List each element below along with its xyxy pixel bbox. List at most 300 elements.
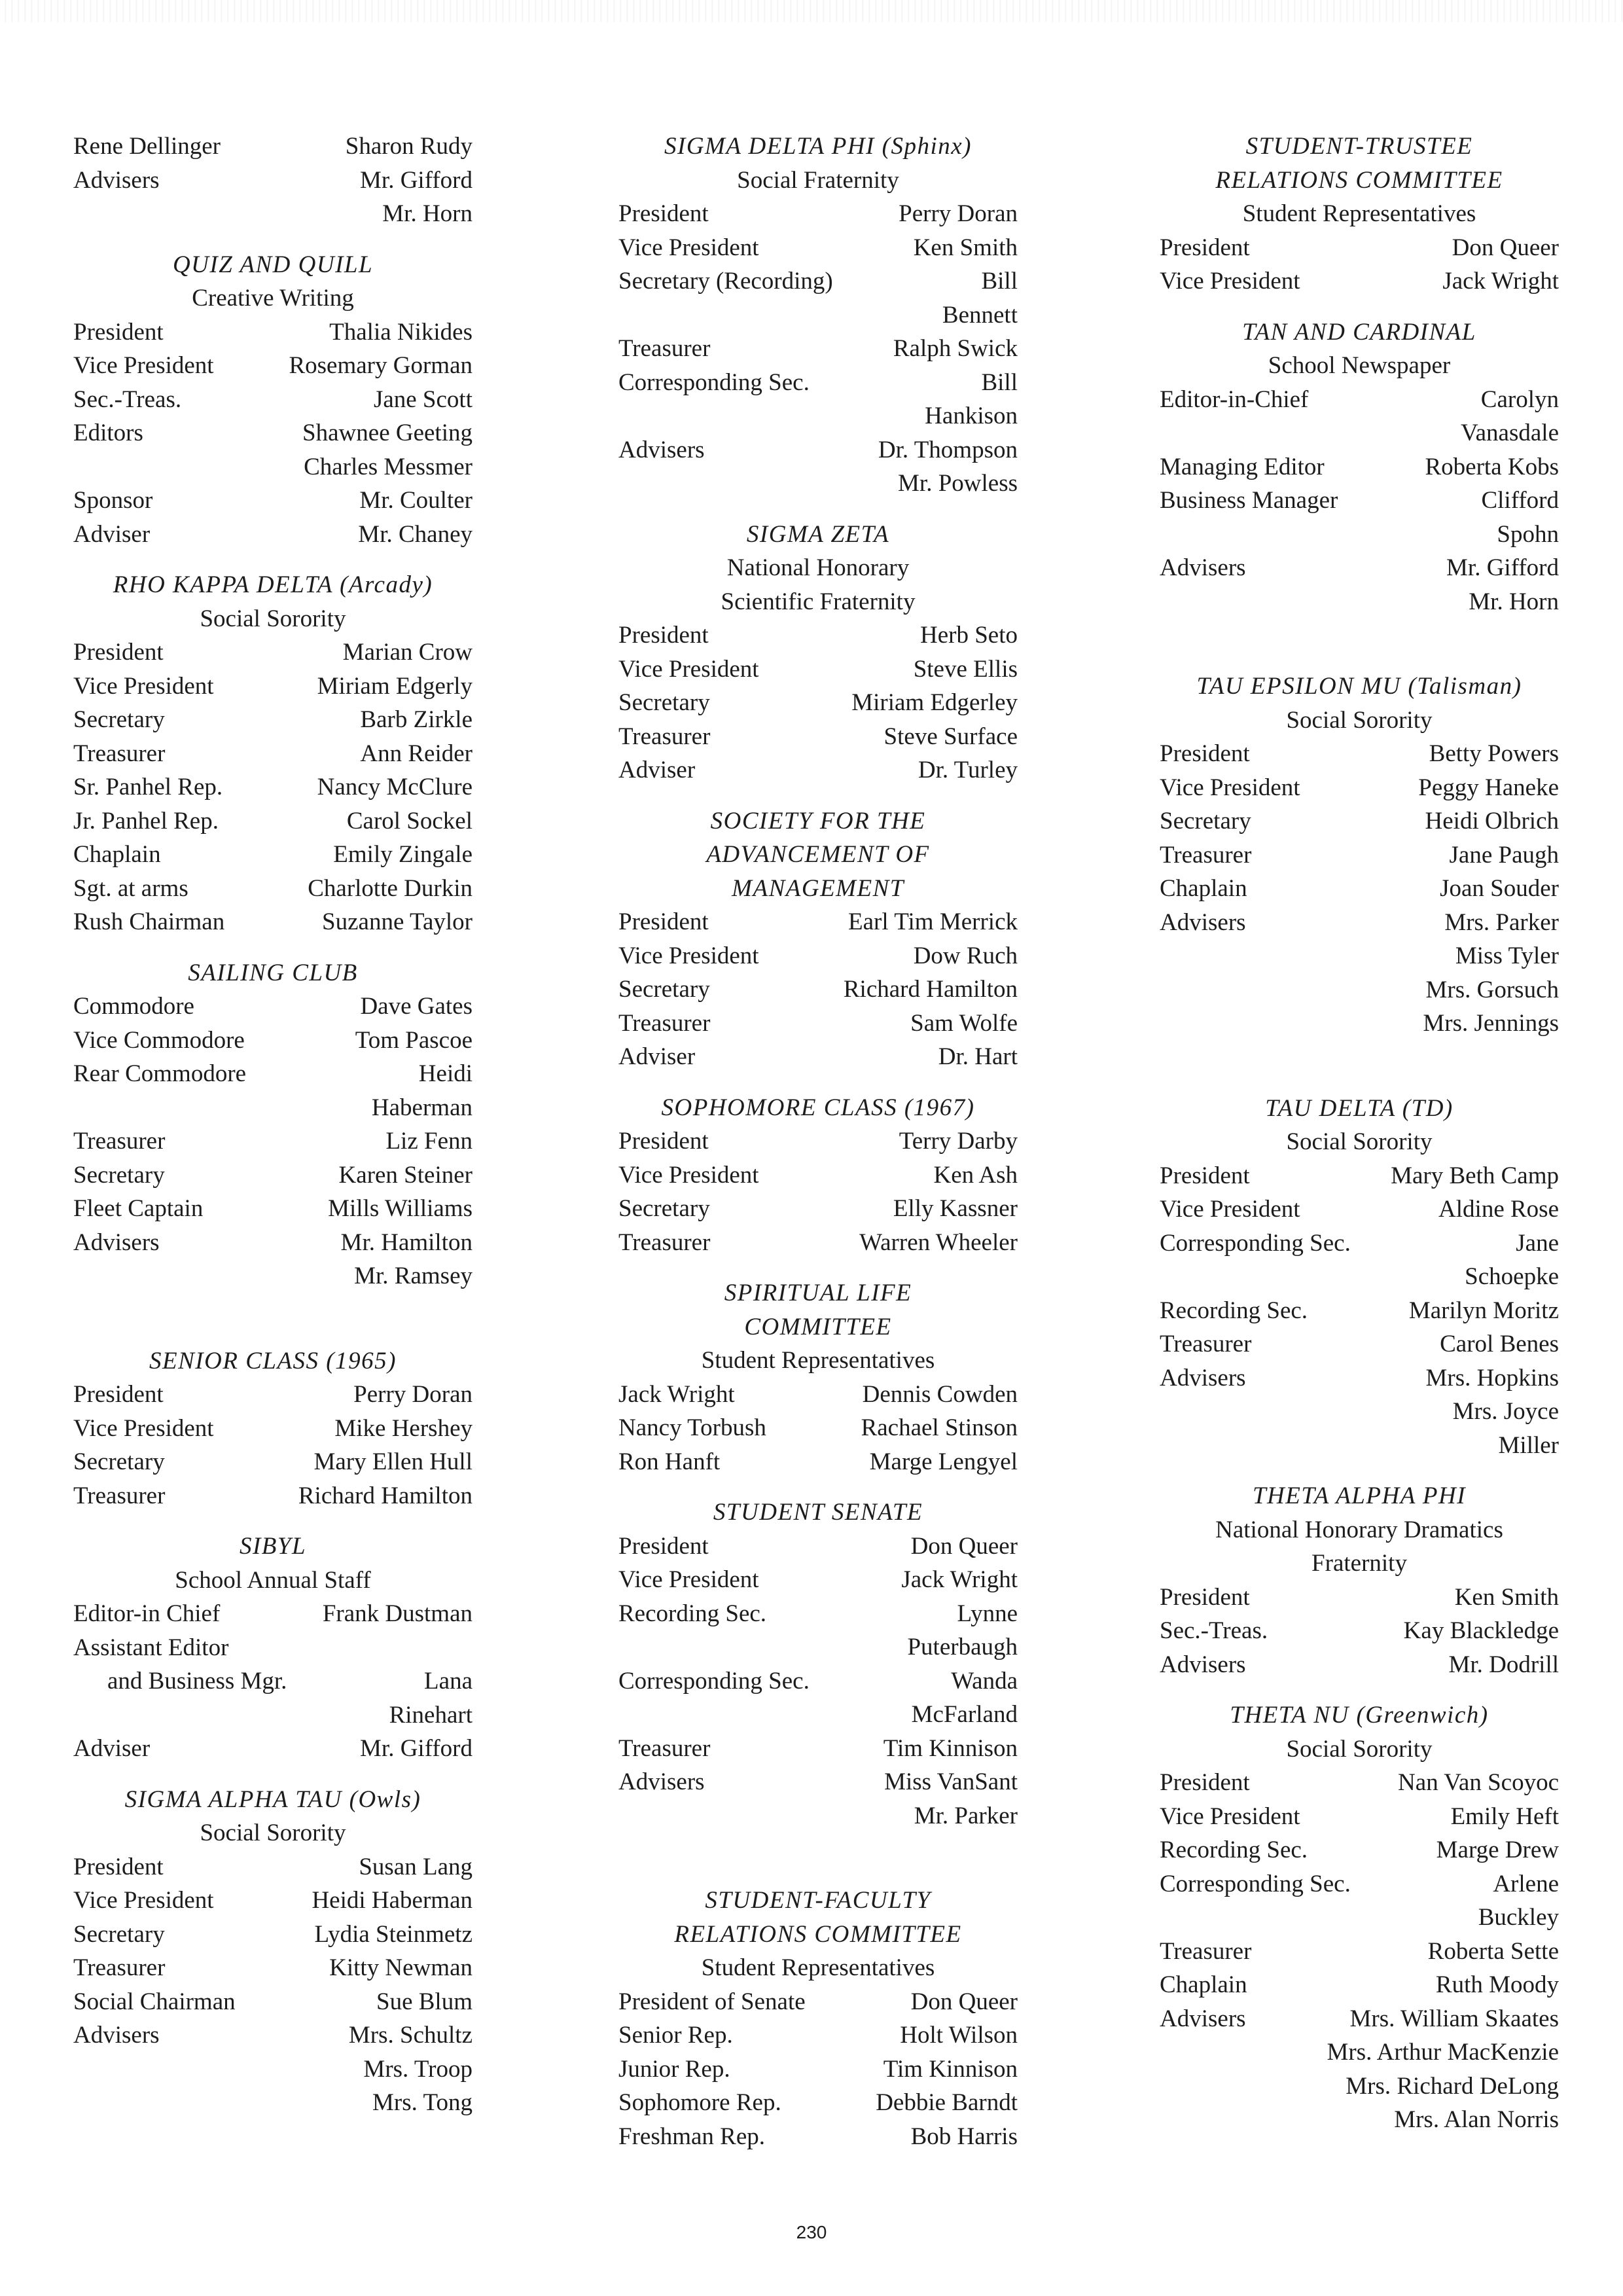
entry-row bbox=[618, 1378, 1018, 1412]
section-rho-kappa-delta bbox=[73, 568, 473, 939]
entry-row bbox=[73, 1091, 473, 1125]
entry-row bbox=[1160, 450, 1559, 484]
entry-name: Mr. Dodrill bbox=[1448, 1651, 1559, 1678]
entry-name: Carol Benes bbox=[1440, 1331, 1559, 1357]
entry-row bbox=[73, 1631, 473, 1665]
entry-role: Jr. Panhel Rep. bbox=[73, 807, 219, 834]
entry-role bbox=[618, 1698, 630, 1732]
entry-row bbox=[1160, 1361, 1559, 1395]
entry-name: Marge Lengyel bbox=[869, 1448, 1018, 1475]
entry-role: Sponsor bbox=[73, 487, 153, 514]
section-title: RHO KAPPA DELTA (Arcady) bbox=[113, 571, 433, 598]
entry-row bbox=[618, 332, 1018, 366]
section-continued-adviser-list bbox=[73, 130, 473, 231]
entry-row bbox=[618, 753, 1018, 787]
entry-name: Vanasdale bbox=[1461, 420, 1559, 446]
scan-artifact-strip bbox=[0, 0, 1623, 22]
entry-row bbox=[73, 737, 473, 771]
entry-row bbox=[618, 905, 1018, 939]
entry-name: Mr. Gifford bbox=[1446, 554, 1559, 581]
entry-name: Mills Williams bbox=[328, 1195, 473, 1222]
entry-role: Treasurer bbox=[73, 1954, 166, 1981]
entry-name: Mrs. Hopkins bbox=[1425, 1364, 1559, 1391]
entry-role: Recording Sec. bbox=[1160, 1297, 1308, 1324]
entry-role: Fleet Captain bbox=[73, 1195, 204, 1222]
entry-role: Nancy Torbush bbox=[618, 1414, 766, 1441]
entry-row bbox=[1160, 231, 1559, 265]
section-title: STUDENT-FACULTY bbox=[705, 1887, 931, 1914]
entry-name: Aldine Rose bbox=[1438, 1196, 1559, 1223]
section-title: TAU EPSILON MU (Talisman) bbox=[1196, 673, 1522, 700]
entry-row bbox=[1160, 1800, 1559, 1834]
entry-name: Jack Wright bbox=[901, 1566, 1018, 1593]
entry-name: Schoepke bbox=[1465, 1263, 1559, 1290]
entry-role bbox=[1160, 416, 1171, 450]
entry-name: Dow Ruch bbox=[913, 942, 1018, 969]
entry-role bbox=[73, 450, 85, 484]
entry-name: Tim Kinnison bbox=[883, 2055, 1018, 2083]
entry-row bbox=[618, 1124, 1018, 1158]
entry-name: Lana bbox=[424, 1668, 473, 1695]
entry-row bbox=[1160, 1327, 1559, 1361]
section-title: THETA NU (Greenwich) bbox=[1230, 1702, 1489, 1729]
entry-name: Steve Ellis bbox=[913, 655, 1018, 683]
entry-role: Business Manager bbox=[1160, 487, 1338, 514]
section-subtitle: Student Representatives bbox=[1242, 200, 1476, 227]
entry-role: Vice President bbox=[618, 1566, 759, 1593]
entry-role bbox=[73, 2086, 85, 2120]
entry-row bbox=[618, 467, 1018, 501]
entry-row bbox=[1160, 838, 1559, 872]
entry-role: Secretary bbox=[1160, 808, 1251, 834]
section-title: COMMITTEE bbox=[744, 1313, 892, 1340]
entry-name: Karen Steiner bbox=[338, 1161, 473, 1189]
entry-row bbox=[73, 1918, 473, 1952]
entry-name: Marian Crow bbox=[342, 639, 473, 666]
entry-role bbox=[73, 1091, 85, 1125]
entry-row bbox=[618, 264, 1018, 298]
entry-row bbox=[1160, 585, 1559, 619]
entry-name: Haberman bbox=[371, 1094, 473, 1121]
entry-row bbox=[73, 1024, 473, 1058]
entry-role: Corresponding Sec. bbox=[1160, 1870, 1351, 1897]
entry-row bbox=[73, 905, 473, 939]
entry-name: Charles Messmer bbox=[304, 453, 473, 480]
entry-role: President bbox=[618, 1532, 709, 1560]
entry-role: Editor-in Chief bbox=[73, 1600, 221, 1627]
entry-name: Shawnee Geeting bbox=[302, 420, 473, 446]
entry-name: Emily Heft bbox=[1450, 1803, 1559, 1830]
entry-row bbox=[73, 450, 473, 484]
entry-role: Treasurer bbox=[73, 1482, 166, 1509]
entry-name: Sam Wolfe bbox=[910, 1009, 1018, 1037]
entry-name: Roberta Sette bbox=[1427, 1937, 1559, 1965]
entry-name: Lynne bbox=[957, 1600, 1018, 1627]
entry-role bbox=[1160, 1901, 1171, 1935]
entry-role: Treasurer bbox=[1160, 1331, 1252, 1357]
entry-role: Recording Sec. bbox=[618, 1600, 767, 1627]
entry-row bbox=[618, 973, 1018, 1007]
section-subtitle: Social Sorority bbox=[1286, 1735, 1433, 1763]
entry-role bbox=[618, 467, 630, 501]
entry-name: Rachael Stinson bbox=[861, 1414, 1018, 1441]
entry-name: Holt Wilson bbox=[900, 2022, 1018, 2049]
entry-row bbox=[1160, 1968, 1559, 2002]
column-3 bbox=[1160, 130, 1559, 2154]
entry-role: Jack Wright bbox=[618, 1380, 735, 1408]
entry-role: Sgt. at arms bbox=[73, 874, 188, 902]
section-senior-class bbox=[73, 1344, 473, 1513]
entry-name: Terry Darby bbox=[899, 1128, 1018, 1155]
section-society-advancement-management bbox=[618, 804, 1018, 1074]
entry-name: Puterbaugh bbox=[907, 1634, 1018, 1660]
entry-row bbox=[1160, 906, 1559, 940]
entry-role: President bbox=[1160, 234, 1250, 261]
entry-row bbox=[618, 399, 1018, 433]
entry-row bbox=[618, 433, 1018, 467]
entry-role: Sophomore Rep. bbox=[618, 2089, 781, 2116]
entry-role: Rush Chairman bbox=[73, 908, 225, 935]
entry-role: Adviser bbox=[73, 1735, 151, 1762]
entry-name: Debbie Barndt bbox=[876, 2089, 1018, 2116]
section-student-trustee-relations bbox=[1160, 130, 1559, 298]
entry-row bbox=[618, 231, 1018, 265]
entry-name: Bill bbox=[981, 368, 1018, 396]
entry-name: Kay Blackledge bbox=[1403, 1617, 1559, 1644]
entry-role: Secretary bbox=[618, 689, 710, 716]
section-spiritual-life-committee bbox=[618, 1276, 1018, 1479]
entry-name: Mrs. Tong bbox=[372, 2089, 473, 2116]
entry-name: Charlotte Durkin bbox=[308, 874, 473, 902]
entry-name: Frank Dustman bbox=[322, 1600, 473, 1627]
entry-row bbox=[1160, 2070, 1559, 2104]
entry-name: Buckley bbox=[1478, 1904, 1559, 1931]
entry-row bbox=[618, 1007, 1018, 1041]
entry-row bbox=[1160, 551, 1559, 585]
entry-row bbox=[73, 1951, 473, 1985]
entry-role bbox=[1160, 939, 1171, 973]
entry-row bbox=[618, 298, 1018, 332]
section-title: SAILING CLUB bbox=[188, 959, 358, 986]
entry-row bbox=[73, 1479, 473, 1513]
entry-row bbox=[618, 1040, 1018, 1074]
entry-row bbox=[1160, 1935, 1559, 1969]
entry-role: Vice President bbox=[73, 352, 214, 379]
section-tau-delta bbox=[1160, 1092, 1559, 1463]
section-sophomore-class bbox=[618, 1091, 1018, 1260]
entry-row bbox=[73, 1124, 473, 1158]
entry-role: Treasurer bbox=[1160, 1937, 1252, 1965]
entry-name: Heidi bbox=[418, 1060, 473, 1087]
entry-name: Sharon Rudy bbox=[345, 133, 473, 160]
section-subtitle: National Honorary Dramatics bbox=[1215, 1516, 1503, 1543]
entry-role: Junior Rep. bbox=[618, 2055, 730, 2083]
section-title: MANAGEMENT bbox=[732, 874, 904, 902]
entry-row bbox=[618, 653, 1018, 687]
entry-name: Mrs. Schultz bbox=[348, 2022, 473, 2049]
entry-name: Betty Powers bbox=[1429, 740, 1559, 767]
section-title: SIGMA ZETA bbox=[746, 520, 890, 548]
entry-role: Secretary bbox=[73, 1920, 165, 1948]
entry-row bbox=[618, 2018, 1018, 2053]
entry-name: Jane Paugh bbox=[1449, 841, 1559, 869]
entry-row bbox=[618, 1799, 1018, 1833]
entry-name: Mr. Parker bbox=[914, 1802, 1018, 1829]
entry-row bbox=[618, 686, 1018, 720]
entry-row bbox=[1160, 872, 1559, 906]
entry-name: Ken Ash bbox=[933, 1161, 1018, 1189]
section-subtitle: Student Representatives bbox=[701, 1954, 935, 1981]
entry-name: Mary Ellen Hull bbox=[313, 1448, 473, 1475]
entry-row bbox=[73, 315, 473, 350]
entry-role: President bbox=[73, 1853, 164, 1880]
entry-row bbox=[73, 1884, 473, 1918]
entry-row bbox=[618, 1765, 1018, 1799]
entry-role: Adviser bbox=[73, 520, 151, 548]
section-title: SPIRITUAL LIFE bbox=[724, 1280, 912, 1306]
entry-name: Suzanne Taylor bbox=[322, 908, 473, 935]
entry-name: Sue Blum bbox=[376, 1988, 473, 2015]
entry-role: President bbox=[1160, 740, 1250, 767]
entry-role: Managing Editor bbox=[1160, 453, 1325, 480]
entry-role: Sr. Panhel Rep. bbox=[73, 774, 223, 800]
entry-name: Mrs. Arthur MacKenzie bbox=[1327, 2039, 1559, 2066]
section-title: TAU DELTA (TD) bbox=[1265, 1094, 1454, 1122]
entry-name: Liz Fenn bbox=[385, 1128, 473, 1155]
entry-name: Barb Zirkle bbox=[360, 706, 473, 733]
section-title: RELATIONS COMMITTEE bbox=[674, 1920, 962, 1948]
entry-role: President bbox=[73, 318, 164, 346]
entry-role: Vice President bbox=[1160, 1196, 1300, 1223]
section-title: THETA ALPHA PHI bbox=[1252, 1482, 1467, 1509]
entry-name: Jane bbox=[1516, 1229, 1559, 1257]
entry-row bbox=[73, 1445, 473, 1479]
entry-name: Dr. Hart bbox=[938, 1043, 1018, 1070]
entry-name: Rosemary Gorman bbox=[289, 352, 473, 379]
entry-row bbox=[1160, 383, 1559, 417]
entry-row bbox=[73, 838, 473, 872]
section-title: TAN AND CARDINAL bbox=[1242, 318, 1476, 346]
entry-name: Mrs. Alan Norris bbox=[1394, 2106, 1559, 2133]
entry-role: Rear Commodore bbox=[73, 1060, 247, 1087]
entry-role: Vice President bbox=[73, 672, 214, 700]
entry-row bbox=[1160, 1007, 1559, 1041]
entry-name: Marilyn Moritz bbox=[1408, 1297, 1559, 1324]
entry-role: Treasurer bbox=[618, 1734, 711, 1762]
entry-row bbox=[73, 703, 473, 737]
entry-name: Emily Zingale bbox=[333, 841, 473, 868]
section-quiz-and-quill bbox=[73, 248, 473, 552]
entry-role: Editor-in-Chief bbox=[1160, 386, 1309, 413]
entry-row bbox=[73, 770, 473, 804]
entry-name: Dennis Cowden bbox=[862, 1380, 1018, 1408]
entry-name: Dr. Turley bbox=[918, 757, 1018, 783]
entry-row bbox=[1160, 771, 1559, 805]
entry-role: Advisers bbox=[73, 2022, 160, 2049]
entry-role: Vice President bbox=[1160, 774, 1300, 801]
section-title: SIGMA ALPHA TAU (Owls) bbox=[124, 1785, 421, 1813]
entry-role: Vice President bbox=[73, 1887, 214, 1914]
entry-role: Ron Hanft bbox=[618, 1448, 721, 1475]
entry-role: Advisers bbox=[73, 1229, 160, 1256]
page-number: 230 bbox=[796, 2222, 827, 2242]
entry-row bbox=[1160, 2002, 1559, 2036]
section-title: SIGMA DELTA PHI (Sphinx) bbox=[664, 133, 972, 160]
entry-row bbox=[1160, 1227, 1559, 1261]
entry-role: Vice President bbox=[1160, 268, 1300, 295]
entry-role: Advisers bbox=[1160, 1364, 1246, 1391]
section-subtitle: School Annual Staff bbox=[175, 1566, 371, 1594]
entry-name: Carolyn bbox=[1480, 386, 1559, 413]
entry-name: Susan Lang bbox=[359, 1853, 473, 1880]
entry-row bbox=[73, 1158, 473, 1193]
entry-role: Vice Commodore bbox=[73, 1026, 245, 1054]
entry-name: Mrs. Gorsuch bbox=[1425, 976, 1559, 1003]
entry-row bbox=[1160, 1260, 1559, 1294]
entry-role bbox=[1160, 973, 1171, 1007]
section-sigma-alpha-tau bbox=[73, 1783, 473, 2120]
entry-role: President bbox=[73, 1381, 164, 1408]
entry-row bbox=[1160, 416, 1559, 450]
entry-name: Mrs. Richard DeLong bbox=[1346, 2072, 1559, 2100]
entry-row bbox=[618, 197, 1018, 231]
entry-row bbox=[1160, 518, 1559, 552]
entry-role: Sec.-Treas. bbox=[73, 386, 182, 413]
entry-row bbox=[1160, 1159, 1559, 1193]
entry-role: Rene Dellinger bbox=[73, 133, 221, 160]
entry-row bbox=[618, 1192, 1018, 1226]
section-theta-nu bbox=[1160, 1698, 1559, 2137]
section-title: SIBYL bbox=[239, 1533, 307, 1560]
entry-row bbox=[73, 518, 473, 552]
entry-role: Social Chairman bbox=[73, 1988, 236, 2015]
entry-name: Mr. Horn bbox=[1469, 588, 1559, 615]
entry-row bbox=[1160, 939, 1559, 973]
entry-row bbox=[73, 636, 473, 670]
entry-name: Mrs. Jennings bbox=[1423, 1010, 1559, 1037]
entry-role: Recording Sec. bbox=[1160, 1837, 1308, 1863]
entry-row bbox=[73, 1732, 473, 1766]
entry-row bbox=[1160, 1395, 1559, 1429]
entry-name: Wanda bbox=[951, 1667, 1018, 1695]
entry-name: Marge Drew bbox=[1436, 1837, 1559, 1863]
entry-row bbox=[618, 1664, 1018, 1698]
entry-name: Miller bbox=[1498, 1431, 1559, 1459]
entry-role: Adviser bbox=[618, 1043, 696, 1070]
entry-row bbox=[73, 383, 473, 417]
entry-role bbox=[1160, 518, 1171, 552]
entry-name: Miss Tyler bbox=[1455, 942, 1559, 969]
entry-row bbox=[618, 1597, 1018, 1631]
entry-row bbox=[1160, 737, 1559, 771]
entry-name: Mary Beth Camp bbox=[1391, 1162, 1559, 1189]
entry-name: Lydia Steinmetz bbox=[314, 1920, 473, 1948]
entry-name: Ken Smith bbox=[1454, 1583, 1559, 1611]
entry-role: Vice President bbox=[1160, 1803, 1300, 1830]
entry-role bbox=[73, 1259, 85, 1293]
entry-row bbox=[73, 990, 473, 1024]
entry-name: Mr. Gifford bbox=[360, 1735, 473, 1762]
entry-role: Treasurer bbox=[618, 1229, 711, 1256]
entry-role: President of Senate bbox=[618, 1988, 806, 2015]
entry-row bbox=[1160, 1867, 1559, 1901]
entry-row bbox=[1160, 264, 1559, 298]
section-title: STUDENT-TRUSTEE bbox=[1245, 133, 1473, 160]
entry-row bbox=[1160, 484, 1559, 518]
entry-role: Advisers bbox=[618, 1768, 705, 1795]
entry-name: Mrs. William Skaates bbox=[1349, 2005, 1559, 2032]
entry-row bbox=[1160, 1429, 1559, 1463]
entry-role bbox=[1160, 2070, 1171, 2104]
entry-row bbox=[618, 1630, 1018, 1664]
entry-name: Mr. Coulter bbox=[359, 487, 473, 514]
entry-role bbox=[618, 1630, 630, 1664]
entry-row bbox=[73, 1259, 473, 1293]
entry-name: Don Queer bbox=[1452, 234, 1559, 261]
entry-name: Kitty Newman bbox=[329, 1954, 473, 1981]
entry-name: Elly Kassner bbox=[893, 1195, 1018, 1222]
entry-row bbox=[618, 1411, 1018, 1445]
entry-name: McFarland bbox=[911, 1701, 1018, 1728]
entry-row bbox=[1160, 804, 1559, 838]
entry-name: Mrs. Joyce bbox=[1452, 1398, 1559, 1425]
section-sigma-delta-phi bbox=[618, 130, 1018, 501]
entry-row bbox=[1160, 1901, 1559, 1935]
section-title: SOCIETY FOR THE bbox=[710, 807, 926, 834]
entry-row bbox=[1160, 1833, 1559, 1867]
entry-row bbox=[618, 1445, 1018, 1479]
entry-role: and Business Mgr. bbox=[107, 1668, 287, 1695]
entry-role: Treasurer bbox=[73, 740, 166, 767]
entry-row bbox=[73, 1850, 473, 1884]
column-2 bbox=[618, 130, 1018, 2170]
entry-row bbox=[1160, 1766, 1559, 1800]
section-subtitle: National Honorary bbox=[726, 554, 910, 581]
entry-name: Dr. Thompson bbox=[878, 436, 1018, 463]
entry-row bbox=[1160, 1581, 1559, 1615]
entry-name: Don Queer bbox=[910, 1988, 1018, 2015]
entry-role: Chaplain bbox=[73, 841, 161, 868]
entry-name: Perry Doran bbox=[353, 1381, 473, 1408]
entry-role: Treasurer bbox=[618, 723, 711, 750]
entry-row bbox=[618, 1530, 1018, 1564]
entry-name: Nancy McClure bbox=[317, 774, 473, 800]
entry-name: Ralph Swick bbox=[893, 335, 1018, 362]
entry-name: Heidi Haberman bbox=[312, 1887, 473, 1914]
section-tan-and-cardinal bbox=[1160, 315, 1559, 619]
entry-row bbox=[1160, 2036, 1559, 2070]
entry-name: Ken Smith bbox=[913, 234, 1018, 261]
entry-role bbox=[73, 1698, 85, 1732]
entry-role bbox=[618, 399, 630, 433]
entry-role: Secretary bbox=[73, 706, 165, 733]
entry-row bbox=[618, 1563, 1018, 1597]
entry-name: Spohn bbox=[1497, 520, 1559, 548]
entry-row bbox=[73, 484, 473, 518]
section-subtitle: Social Sorority bbox=[200, 605, 346, 632]
entry-name: Thalia Nikides bbox=[329, 318, 473, 346]
entry-name: Richard Hamilton bbox=[843, 976, 1018, 1003]
entry-role: Vice President bbox=[618, 1161, 759, 1189]
entry-row bbox=[73, 197, 473, 231]
entry-name: Arlene bbox=[1493, 1870, 1559, 1897]
entry-row bbox=[618, 2053, 1018, 2087]
entry-role: President bbox=[1160, 1583, 1250, 1611]
entry-name: Miss VanSant bbox=[884, 1768, 1018, 1795]
entry-name: Hankison bbox=[925, 403, 1018, 429]
entry-role bbox=[1160, 1260, 1171, 1294]
entry-name: Heidi Olbrich bbox=[1425, 808, 1559, 834]
